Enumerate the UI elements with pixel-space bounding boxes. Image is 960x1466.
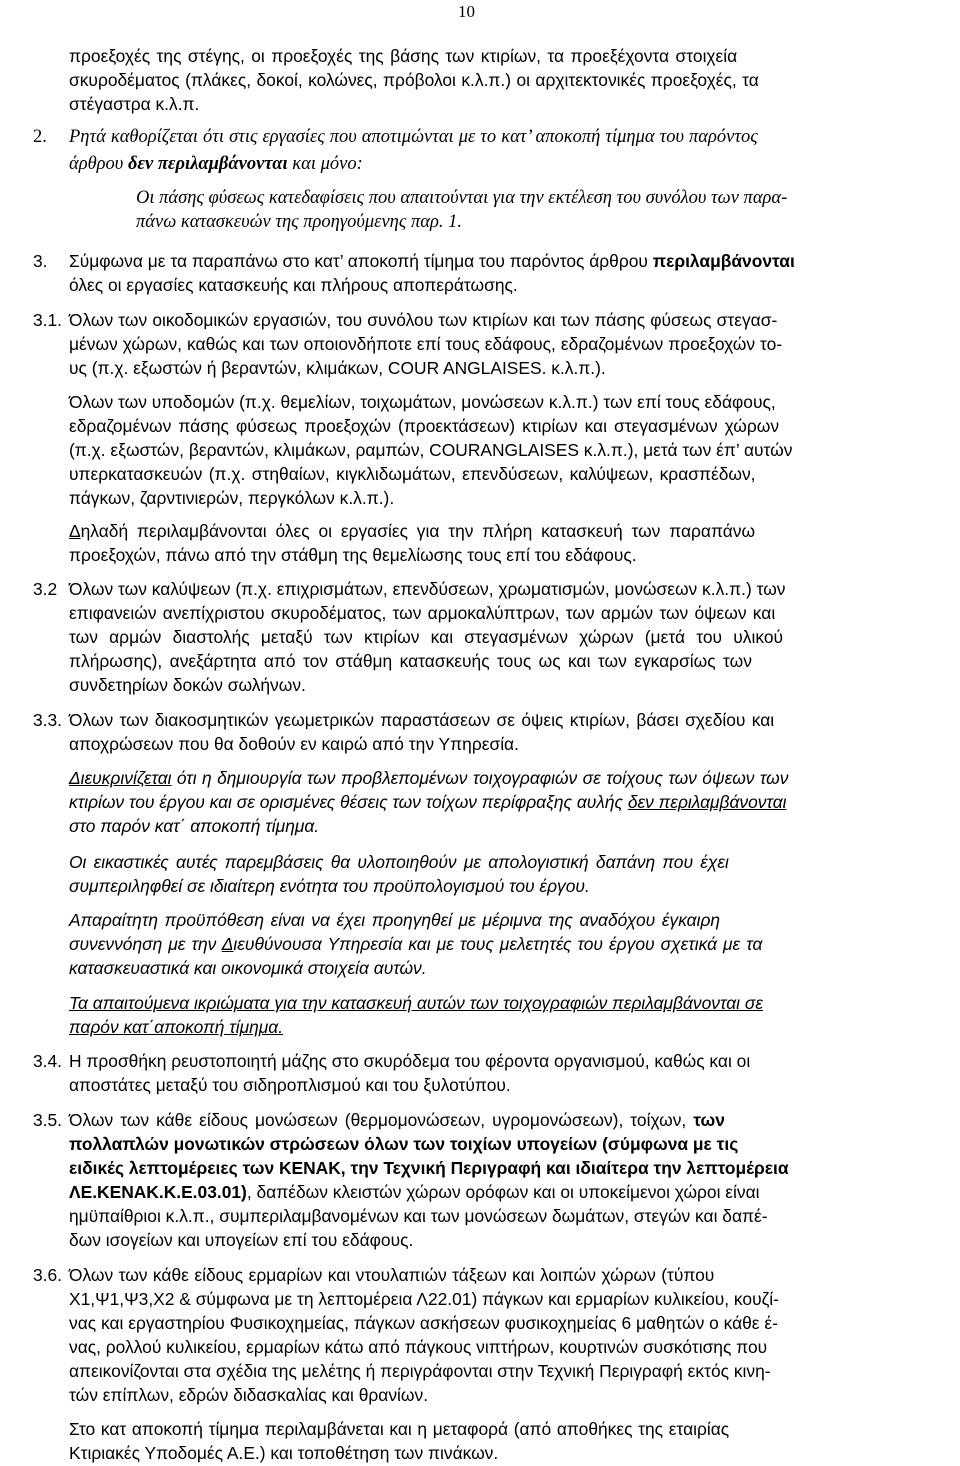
section-number: 3.4.	[33, 1051, 63, 1071]
text-line: πάνω κατασκευών της προηγούμενης παρ. 1.	[136, 212, 462, 232]
text-line: συνεννόηση με την Διευθύνουσα Υπηρεσία και με τους μελετητές του έργου σχετικά με τα	[69, 934, 763, 954]
text-line: κατασκευαστικά και οικονομικά στοιχεία αυτών.	[69, 958, 427, 978]
text-line: Όλων των οικοδομικών εργασιών, του συνόλου των κτιρίων και των πάσης φύσεως στεγασ-	[69, 310, 778, 330]
text-line: προεξοχών, πάνω από την στάθμη της θεμελίωσης τους επί του εδάφους.	[69, 545, 637, 565]
text-line: μένων χώρων, καθώς και των οποιονδήποτε επί τους εδάφους, εδραζομένων προεξοχών το-	[69, 334, 783, 354]
text-line: επιφανειών ανεπίχριστου σκυροδέματος, των αρμοκαλύπτρων, των αρμών των όψεων και	[69, 603, 776, 623]
text-line: συμπεριληφθεί σε ιδιαίτερη ενότητα του προϋπολογισμού του έργου.	[69, 876, 590, 896]
text-line: Σύμφωνα με τα παραπάνω στο κατ’ αποκοπή τίμημα του παρόντος άρθρου περιλαμβάνονται	[69, 251, 795, 271]
text-line: κτιρίων του έργου και σε ορισμένες θέσεις των τοίχων περίφραξης αυλής δεν περιλαμβάνονται	[69, 792, 787, 812]
text-line: πλήρωσης), ανεξάρτητα από τον στάθμη κατασκευής τους ως και των εγκαρσίως των	[69, 651, 752, 671]
text-line: Όλων των κάθε είδους μονώσεων (θερμομονώσεων, υγρομονώσεων), τοίχων, των	[69, 1110, 725, 1130]
text-line: στο παρόν κατ΄ αποκοπή τίμημα.	[69, 816, 320, 836]
text-line: Διευκρινίζεται ότι η δημιουργία των προβλεπομένων τοιχογραφιών σε τοίχους των όψεων των	[69, 768, 789, 788]
section-number: 3.5.	[33, 1110, 63, 1130]
text-line: Χ1,Ψ1,Ψ3,Χ2 & σύμφωνα με τη λεπτομέρεια Λ22.01) πάγκων και ερμαρίων κυλικείου, κουζί-	[69, 1289, 779, 1309]
text-line: Απαραίτητη προϋπόθεση είναι να έχει προηγηθεί με μέριμνα της αναδόχου έγκαιρη	[69, 910, 721, 930]
text-line: σκυροδέματος (πλάκες, δοκοί, κολώνες, πρόβολοι κ.λ.π.) οι αρχιτεκτονικές προεξοχές, τα	[69, 70, 759, 90]
section-number: 3.2	[33, 579, 58, 599]
text-line: Όλων των υποδομών (π.χ. θεμελίων, τοιχωμάτων, μονώσεων κ.λ.π.) των επί τους εδάφους,	[69, 392, 776, 412]
page-number: 10	[458, 2, 475, 21]
text-line: Όλων των κάθε είδους ερμαρίων και ντουλαπιών τάξεων και λοιπών χώρων (τύπου	[69, 1265, 715, 1285]
text-line: συνδετηρίων δοκών σωλήνων.	[69, 675, 306, 695]
text-line: δων ισογείων και υπογείων επί του εδάφους.	[69, 1230, 414, 1250]
text-line: Οι πάσης φύσεως κατεδαφίσεις που απαιτούνται για την εκτέλεση του συνόλου των παρα-	[136, 188, 788, 208]
text-line: πάγκων, ζαρντινιερών, περγκόλων κ.λ.π.).	[69, 488, 395, 508]
text-line: προεξοχές της στέγης, οι προεξοχές της βάσης των κτιρίων, τα προεξέχοντα στοιχεία	[69, 46, 738, 66]
text-line: νας και εργαστηρίου Φυσικοχημείας, πάγκων ασκήσεων φυσικοχημείας 6 μαθητών ο κάθε έ-	[69, 1313, 778, 1333]
text-line: υς (π.χ. εξωστών ή βεραντών, κλιμάκων, COUR ANGLAISES. κ.λ.π.).	[69, 358, 606, 378]
section-number: 2.	[33, 127, 47, 147]
section-number: 3.6.	[33, 1265, 63, 1285]
text-line: απεικονίζονται στα σχέδια της μελέτης ή περιγράφονται στην Τεχνική Περιγραφή εκτός κινη-	[69, 1361, 771, 1381]
text-line: των αρμών διαστολής μεταξύ των κτιρίων και στεγασμένων χώρων (μετά του υλικού	[69, 627, 783, 647]
text-line: Η προσθήκη ρευστοποιητή μάζης στο σκυρόδεμα του φέροντα οργανισμού, καθώς και οι	[69, 1051, 751, 1071]
text-line: Κτιριακές Υποδομές Α.Ε.) και τοποθέτηση των πινάκων.	[69, 1443, 499, 1463]
text-line: όλες οι εργασίες κατασκευής και πλήρους αποπεράτωσης.	[69, 275, 518, 295]
text-line: τών επίπλων, εδρών διδασκαλίας και θρανίων.	[69, 1385, 429, 1405]
text-line: αποστάτες μεταξύ του σιδηροπλισμού και του ξυλοτύπου.	[69, 1075, 511, 1095]
section-number: 3.1.	[33, 310, 63, 330]
text-line: πολλαπλών μονωτικών στρώσεων όλων των τοιχίων υπογείων (σύμφωνα με τις	[69, 1134, 739, 1154]
text-line: Τα απαιτούμενα ικριώματα για την κατασκευή αυτών των τοιχογραφιών περιλαμβάνονται σε	[69, 993, 763, 1013]
text-line: ειδικές λεπτομέρειες των ΚΕΝΑΚ, την Τεχνική Περιγραφή και ιδιαίτερα την λεπτομέρεια	[69, 1158, 789, 1178]
text-line: Όλων των διακοσμητικών γεωμετρικών παραστάσεων σε όψεις κτιρίων, βάσει σχεδίου και	[69, 710, 775, 730]
text-line: άρθρου δεν περιλαμβάνονται και μόνο:	[69, 154, 363, 174]
text-line: Οι εικαστικές αυτές παρεμβάσεις θα υλοποιηθούν με απολογιστική δαπάνη που έχει	[69, 852, 729, 872]
text-line: Δηλαδή περιλαμβάνονται όλες οι εργασίες για την πλήρη κατασκευή των παραπάνω	[69, 521, 756, 541]
text-line: αποχρώσεων που θα δοθούν εν καιρώ από την Υπηρεσία.	[69, 734, 519, 754]
text-line: ΛΕ.ΚΕΝΑΚ.Κ.Ε.03.01), δαπέδων κλειστών χώρων ορόφων και οι υποκείμενοι χώροι είναι	[69, 1182, 760, 1202]
text-line: εδραζομένων πάσης φύσεως προεξοχών (προεκτάσεων) κτιρίων και στεγασμένων χώρων	[69, 416, 780, 436]
text-line: στέγαστρα κ.λ.π.	[69, 94, 200, 114]
text-line: υπερκατασκευών (π.χ. στηθαίων, κιγκλιδωμάτων, επενδύσεων, καλύψεων, κρασπέδων,	[69, 464, 756, 484]
section-number: 3.3.	[33, 710, 63, 730]
text-line: Ρητά καθορίζεται ότι στις εργασίες που αποτιμώνται με το κατ’ αποκοπή τίμημα του παρόντος	[69, 127, 758, 147]
text-line: (π.χ. εξωστών, βεραντών, κλιμάκων, ραμπών, COURANGLAISES κ.λ.π.), μετά των έπ’ αυτών	[69, 440, 793, 460]
text-line: Όλων των καλύψεων (π.χ. επιχρισμάτων, επενδύσεων, χρωματισμών, μονώσεων κ.λ.π.) των	[69, 579, 786, 599]
section-number: 3.	[33, 251, 48, 271]
text-line: Στο κατ αποκοπή τίμημα περιλαμβάνεται και η μεταφορά (από αποθήκες της εταιρίας	[69, 1419, 730, 1439]
text-line: νας, ρολλού κυλικείου, ερμαρίων κάτω από πάγκους νιπτήρων, κουρτινών συσκότισης που	[69, 1337, 768, 1357]
text-line: παρόν κατ΄αποκοπή τίμημα.	[69, 1017, 284, 1037]
text-line: ημϋπαίθριοι κ.λ.π., συμπεριλαμβανομένων και των μονώσεων δωμάτων, στεγών και δαπέ-	[69, 1206, 768, 1226]
